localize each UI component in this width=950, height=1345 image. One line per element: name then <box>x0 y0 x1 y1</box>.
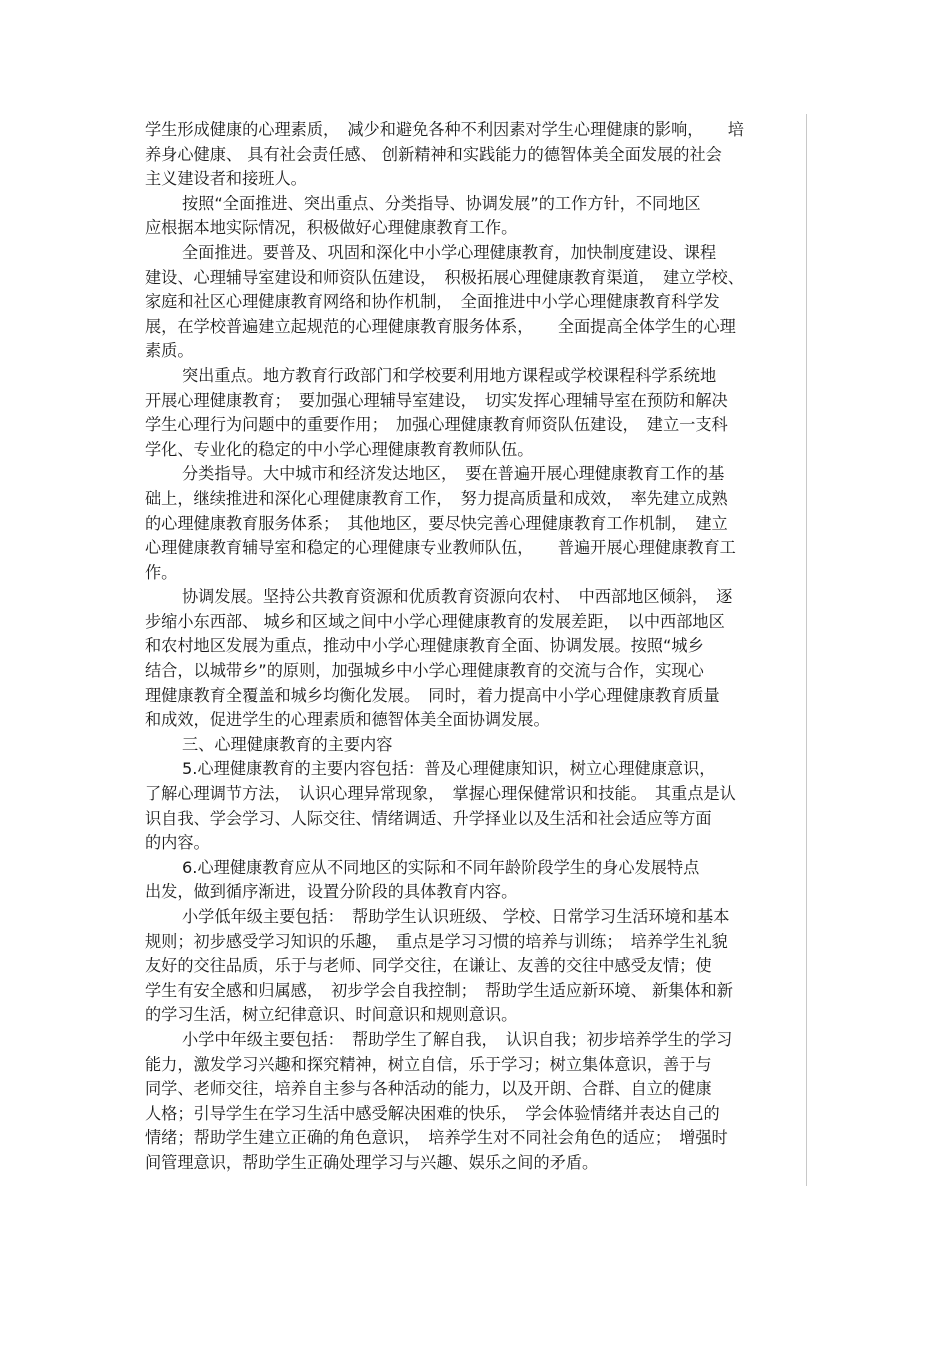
text-line: 小学低年级主要包括： 帮助学生认识班级、 学校、日常学习生活环境和基本 <box>182 907 730 926</box>
text-line: 小学中年级主要包括： 帮助学生了解自我， 认识自我；初步培养学生的学习 <box>182 1029 733 1049</box>
text-line: 识自我、学会学习、人际交往、情绪调适、升学择业以及生活和社会适应等方面 <box>145 808 712 828</box>
text-line: 的心理健康教育服务体系； 其他地区，要尽快完善心理健康教育工作机制， 建立 <box>145 513 728 533</box>
text-line: 间管理意识，帮助学生正确处理学习与兴趣、娱乐之间的矛盾。 <box>145 1152 599 1172</box>
text-line: 的学习生活，树立纪律意识、时间意识和规则意识。 <box>145 1005 518 1025</box>
text-line: 同学、老师交往，培养自主参与各种活动的能力，以及开朗、合群、自立的健康 <box>145 1079 712 1099</box>
text-line: 突出重点。地方教育行政部门和学校要利用地方课程或学校课程科学系统地 <box>182 365 717 385</box>
text-line: 友好的交往品质，乐于与老师、同学交往，在谦让、友善的交往中感受友情；使 <box>145 956 712 976</box>
text-line: 础上，继续推进和深化心理健康教育工作， 努力提高质量和成效， 率先建立成熟 <box>145 488 728 508</box>
text-line: 养身心健康、 具有社会责任感、 创新精神和实践能力的德智体美全面发展的社会 <box>145 144 722 164</box>
text-line: 素质。 <box>145 341 194 361</box>
text-line: 建设、心理辅导室建设和师资队伍建设， 积极拓展心理健康教育渠道， 建立学校、 <box>145 267 744 287</box>
text-line: 家庭和社区心理健康教育网络和协作机制， 全面推进中小学心理健康教育科学发 <box>145 292 720 312</box>
text-line: 按照“全面推进、突出重点、分类指导、协调发展”的工作方针，不同地区 <box>182 193 701 213</box>
text-line: 人格；引导学生在学习生活中感受解决困难的快乐， 学会体验情绪并表达自己的 <box>145 1103 720 1123</box>
text-line: 出发，做到循序渐进，设置分阶段的具体教育内容。 <box>145 882 518 902</box>
text-line: 能力，激发学习兴趣和探究精神，树立自信，乐于学习；树立集体意识，善于与 <box>145 1054 712 1074</box>
text-line: 了解心理调节方法， 认识心理异常现象， 掌握心理保健常识和技能。 其重点是认 <box>145 784 736 804</box>
text-line: 6.心理健康教育应从不同地区的实际和不同年龄阶段学生的身心发展特点 <box>182 857 700 877</box>
text-line: 学生形成健康的心理素质， 减少和避免各种不利因素对学生心理健康的影响， 培 <box>145 120 744 139</box>
text-line: 主义建设者和接班人。 <box>145 169 307 189</box>
text-line: 三、心理健康教育的主要内容 <box>182 734 393 754</box>
text-line: 理健康教育全覆盖和城乡均衡化发展。 同时，着力提高中小学心理健康教育质量 <box>145 685 720 705</box>
text-line: 展，在学校普遍建立起规范的心理健康教育服务体系， 全面提高全体学生的心理 <box>145 316 736 336</box>
text-line: 的内容。 <box>145 833 210 853</box>
text-line: 和成效，促进学生的心理素质和德智体美全面协调发展。 <box>145 710 550 730</box>
text-line: 规则；初步感受学习知识的乐趣， 重点是学习习惯的培养与训练； 培养学生礼貌 <box>145 931 728 951</box>
text-line: 协调发展。坚持公共教育资源和优质教育资源向农村、 中西部地区倾斜， 逐 <box>182 587 733 607</box>
text-line: 应根据本地实际情况，积极做好心理健康教育工作。 <box>145 218 518 238</box>
text-line: 学生心理行为问题中的重要作用； 加强心理健康教育师资队伍建设， 建立一支科 <box>145 415 728 435</box>
text-line: 开展心理健康教育； 要加强心理辅导室建设， 切实发挥心理辅导室在预防和解决 <box>145 390 728 410</box>
text-line: 5.心理健康教育的主要内容包括：普及心理健康知识，树立心理健康意识， <box>182 759 716 779</box>
text-line: 全面推进。要普及、巩固和深化中小学心理健康教育，加快制度建设、课程 <box>182 242 717 262</box>
text-line: 和农村地区发展为重点，推动中小学心理健康教育全面、协调发展。按照“城乡 <box>145 636 704 656</box>
text-line: 作。 <box>145 562 178 582</box>
document-body <box>145 118 807 1176</box>
text-line: 学生有安全感和归属感， 初步学会自我控制； 帮助学生适应新环境、 新集体和新 <box>145 980 733 1000</box>
text-line: 学化、专业化的稳定的中小学心理健康教育教师队伍。 <box>145 439 534 459</box>
text-line: 心理健康教育辅导室和稳定的心理健康专业教师队伍， 普遍开展心理健康教育工 <box>145 538 736 558</box>
text-line: 步缩小东西部、 城乡和区域之间中小学心理健康教育的发展差距， 以中西部地区 <box>145 611 725 631</box>
text-line: 分类指导。大中城市和经济发达地区， 要在普遍开展心理健康教育工作的基 <box>182 464 725 484</box>
text-line: 结合，以城带乡”的原则，加强城乡中小学心理健康教育的交流与合作，实现心 <box>145 661 704 681</box>
text-line: 情绪；帮助学生建立正确的角色意识， 培养学生对不同社会角色的适应； 增强时 <box>145 1128 728 1148</box>
